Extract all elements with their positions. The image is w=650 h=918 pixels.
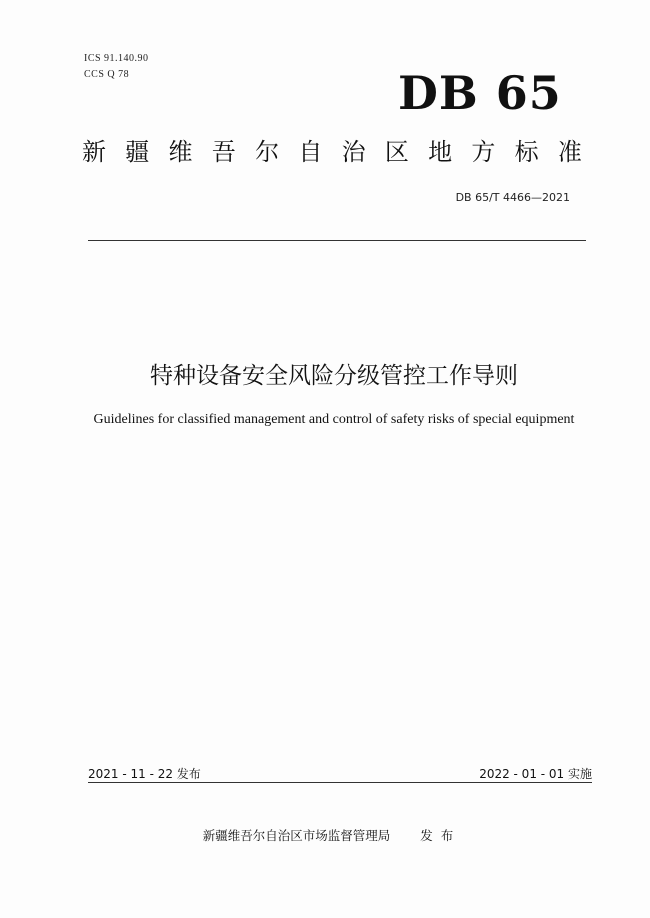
standard-type-char: 尔 — [255, 138, 280, 166]
issuing-organization: 新疆维吾尔自治区市场监督管理局 — [202, 828, 391, 843]
issue-action: 发布 — [420, 828, 462, 843]
bottom-divider — [88, 782, 592, 783]
ccs-code: CCS Q 78 — [84, 69, 130, 80]
standard-type-char: 方 — [471, 138, 496, 166]
title-chinese: 特种设备安全风险分级管控工作导则 — [150, 363, 518, 389]
implement-date: 2022 - 01 - 01 实施 — [479, 767, 592, 781]
issuer-line — [0, 826, 650, 844]
db-logo: DB 65 — [398, 66, 562, 120]
standard-type-char: 自 — [298, 138, 323, 166]
standard-type-char: 准 — [557, 138, 582, 166]
standard-type-char: 治 — [341, 138, 366, 166]
standard-type-char: 地 — [428, 138, 453, 166]
ics-code: ICS 91.140.90 — [84, 53, 149, 64]
standard-type-char: 标 — [514, 138, 539, 166]
title-english: Guidelines for classified management and control of safety risks of special equipment — [93, 412, 575, 427]
standard-number: DB 65/T 4466—2021 — [455, 191, 570, 204]
standard-type-char: 区 — [384, 138, 409, 166]
standard-type-heading — [82, 140, 582, 164]
standard-type-char: 维 — [168, 138, 193, 166]
top-divider — [88, 240, 586, 241]
standard-type-char: 新 — [82, 138, 106, 166]
standard-type-char: 疆 — [125, 138, 150, 166]
date-row — [88, 765, 592, 782]
publish-date: 2021 - 11 - 22 发布 — [88, 767, 201, 781]
standard-type-char: 吾 — [211, 138, 236, 166]
